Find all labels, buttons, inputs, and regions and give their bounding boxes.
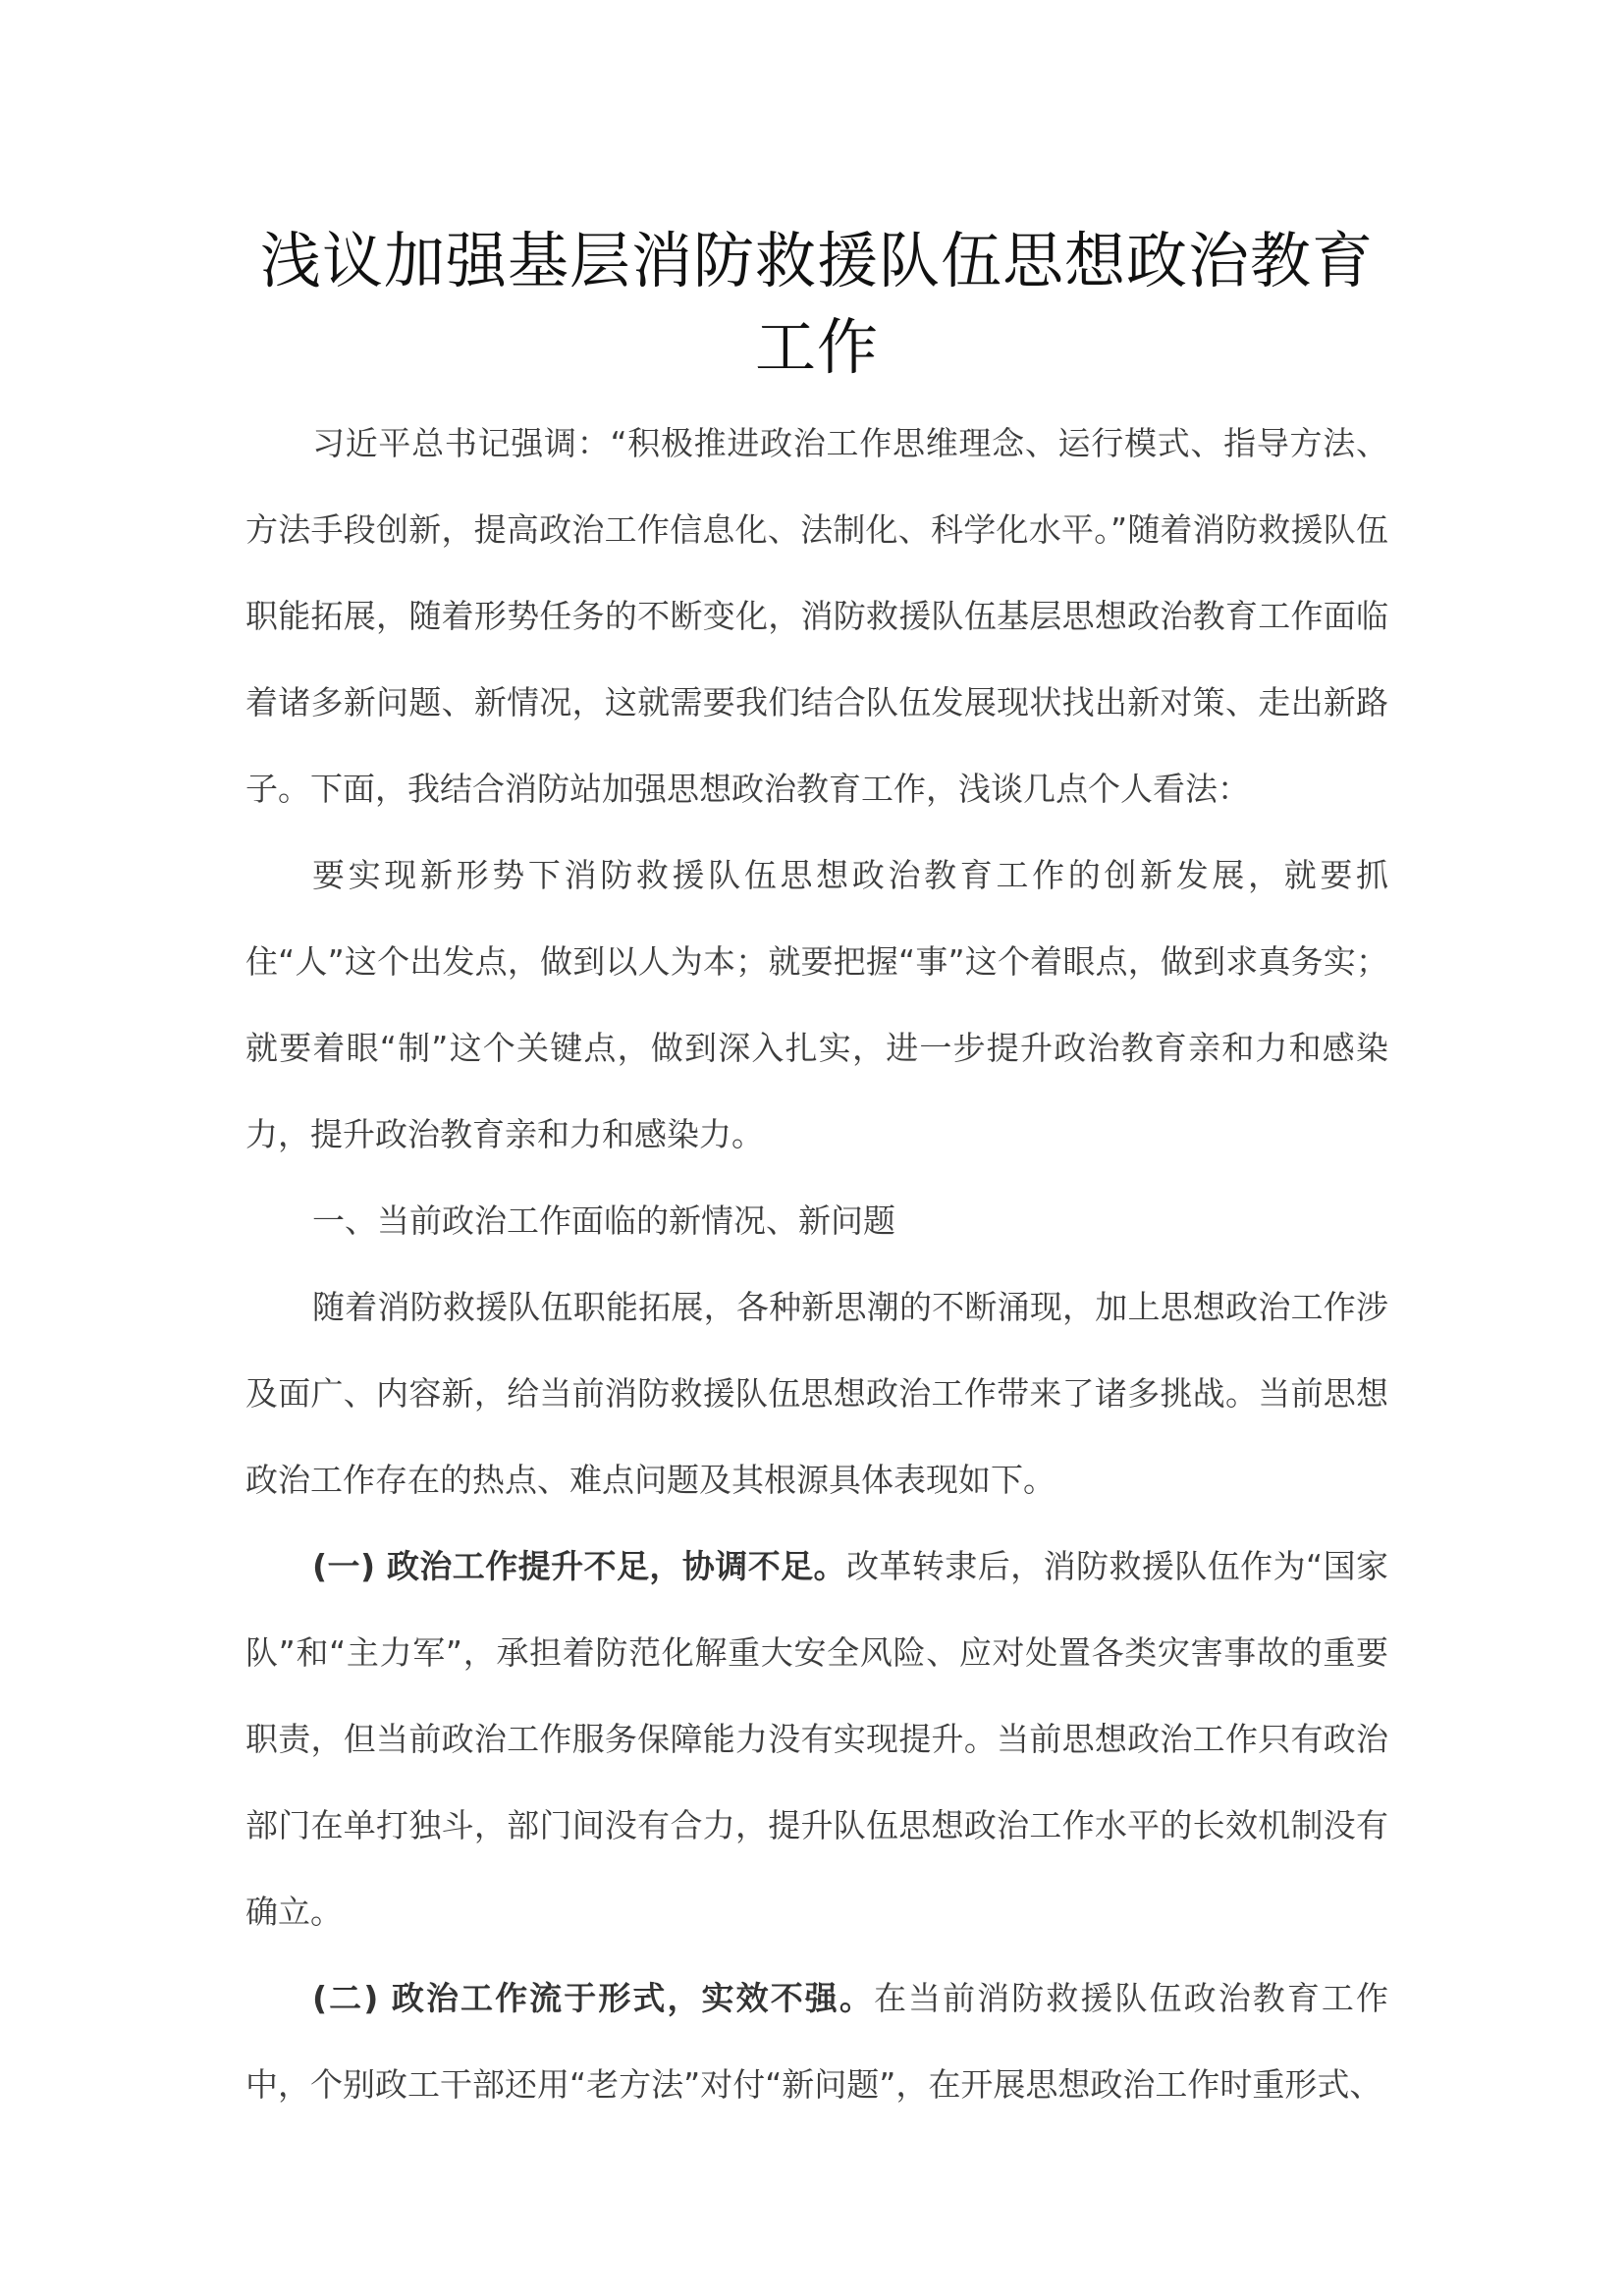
document-title: 浅议加强基层消防救援队伍思想政治教育工作 [259, 225, 1374, 383]
section-heading-1 [245, 1178, 1388, 1264]
paragraph-text: 改革转隶后，消防救援队伍作为“国家队”和“主力军”，承担着防范化解重大安全风险、应对处置各类灾害事故的重要职责，但当前政治工作服务保障能力没有实现提升。当前思想政治工作只有政治部门在单打独斗，部门间没有合力，提升队伍思想政治工作水平的长效机制没有确立。 [245, 1547, 1388, 1931]
document-page [245, 218, 1388, 2128]
paragraph-point-1 [245, 1523, 1388, 1955]
paragraph-text: 随着消防救援队伍职能拓展，各种新思潮的不断涌现，加上思想政治工作涉及面广、内容新，给当前消防救援队伍思想政治工作带来了诸多挑战。当前思想政治工作存在的热点、难点问题及其根源具体表现如下。 [245, 1288, 1388, 1499]
paragraph-text: 习近平总书记强调：“积极推进政治工作思维理念、运行模式、指导方法、方法手段创新，提高政治工作信息化、法制化、科学化水平。”随着消防救援队伍职能拓展，随着形势任务的不断变化，消防救援队伍基层思想政治教育工作面临着诸多新问题、新情况，这就需要我们结合队伍发展现状找出新对策、走出新路子。下面，我结合消防站加强思想政治教育工作，浅谈几点个人看法： [245, 424, 1388, 808]
paragraph-text: 在当前消防救援队伍政治教育工作中，个别政工干部还用“老方法”对付“新问题”，在开展思想政治工作时重形式、 [245, 1979, 1389, 2104]
paragraph-point-2 [245, 1955, 1388, 2128]
paragraph-intro [245, 400, 1388, 832]
paragraph-thesis [245, 832, 1388, 1178]
section-heading-text: 一、当前政治工作面临的新情况、新问题 [312, 1201, 895, 1240]
point-1-lead: (一) 政治工作提升不足，协调不足。 [312, 1547, 846, 1585]
paragraph-section-1-intro [245, 1264, 1388, 1523]
paragraph-text: 要实现新形势下消防救援队伍思想政治教育工作的创新发展，就要抓住“人”这个出发点，做到以人为本；就要把握“事”这个着眼点，做到求真务实；就要着眼“制”这个关键点，做到深入扎实，进一步提升政治教育亲和力和感染力，提升政治教育亲和力和感染力。 [245, 856, 1388, 1153]
point-2-lead: (二) 政治工作流于形式，实效不强。 [312, 1979, 874, 2017]
